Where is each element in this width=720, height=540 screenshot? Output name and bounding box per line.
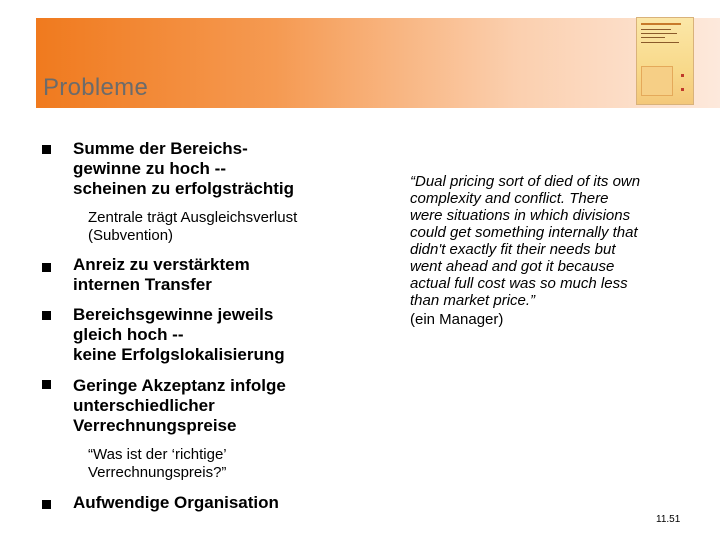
sub-point: Zentrale trägt Ausgleichsverlust (Subvention) xyxy=(88,209,298,244)
quote-attribution: (ein Manager) xyxy=(410,311,504,328)
square-bullet-icon xyxy=(42,500,51,509)
bullet-text: Anreiz zu verstärktem internen Transfer xyxy=(73,255,250,294)
bullet-text: Bereichsgewinne jeweils gleich hoch -- keine Erfolgslokalisierung xyxy=(73,305,285,364)
square-bullet-icon xyxy=(42,263,51,272)
bullet-text: Aufwendige Organisation xyxy=(73,493,279,512)
slide-title: Probleme xyxy=(43,74,149,101)
square-bullet-icon xyxy=(42,145,51,154)
sub-point: “Was ist der ‘richtige’ Verrechnungspreis?” xyxy=(88,446,227,481)
manager-quote: “Dual pricing sort of died of its own complexity and conflict. There were situations in which divisions could get something internally that didn't exactly fit their needs but went ahead and got it because actual full cost was so much less than market price.” xyxy=(410,173,641,309)
bullet-text: Geringe Akzeptanz infolge unterschiedlicher Verrechnungspreise xyxy=(73,376,286,435)
square-bullet-icon xyxy=(42,380,51,389)
bullet-text: Summe der Bereichs- gewinne zu hoch -- scheinen zu erfolgsträchtig xyxy=(73,139,295,198)
page-number: 11.51 xyxy=(656,514,681,525)
book-cover-icon xyxy=(636,17,694,105)
square-bullet-icon xyxy=(42,311,51,320)
